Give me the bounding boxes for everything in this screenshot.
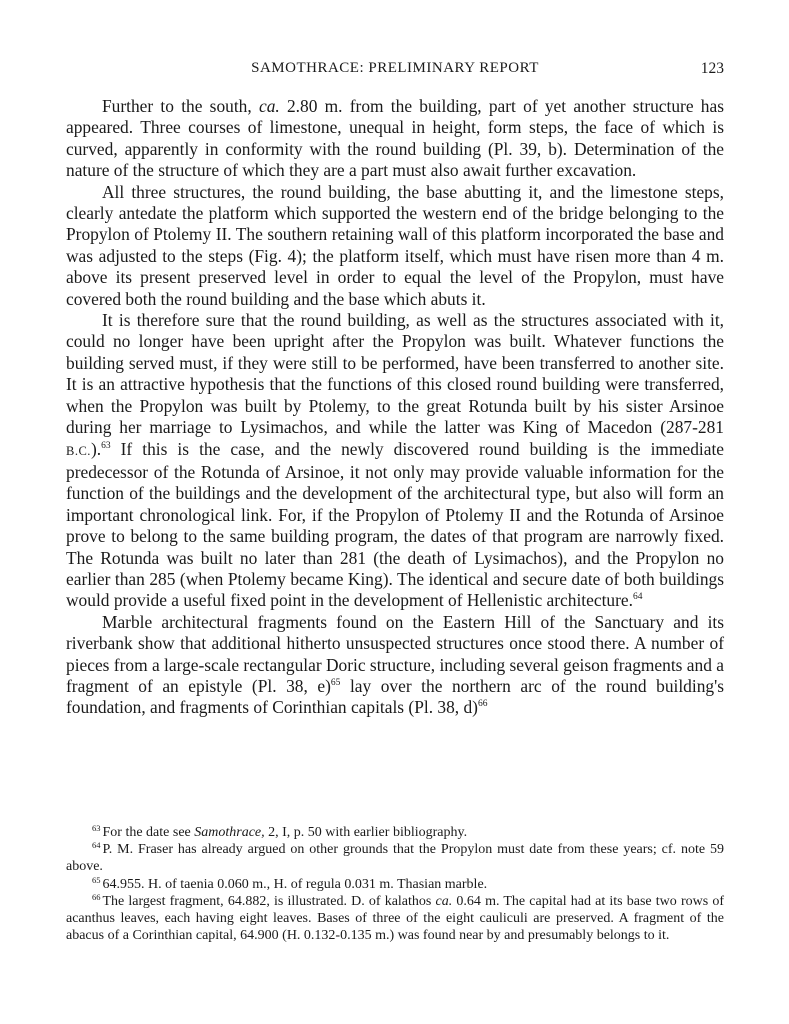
footnote-ref-66[interactable]: 66 — [477, 699, 488, 710]
paragraph-3-text-c: If this is the case, and the newly discovered round building is the immediate predecessor of the Rotunda of Arsinoe, it not only may provide valuable information for the function of the buildings and the development of the architectural type, but also will form an important chronological link. For, if the Propylon of Ptolemy II and the Rotunda of Arsinoe prove to belong to the same building program, the dates of that program are narrowly fixed. The Rotunda was built no later than 281 (the death of Lysimachos), and the Propylon no earlier than 285 (when Ptolemy became King). The identical and secure date of both buildings would provide a useful fixed point in the development of Hellenistic architecture. — [66, 438, 724, 611]
footnote-ref-64[interactable]: 64 — [632, 592, 643, 603]
footnote-63-text-a: For the date see — [102, 825, 195, 840]
footnote-63 — [66, 824, 724, 841]
footnote-66-circa: ca. — [435, 893, 453, 909]
paragraph-1-circa: ca. — [258, 96, 280, 116]
paragraph-3-text-a: It is therefore sure that the round building, as well as the structures associated with it, could no longer have been upright after the Propylon was built. Whatever functions the building served must, if they were still to be performed, have been transferred to another site. It is an attractive hypothesis that the functions of this closed round building were transferred, when the Propylon was built by Ptolemy, to the great Rotunda built by his sister Arsinoe during her marriage to Lysimachos, and while the latter was King of Macedon (287-281 — [66, 310, 724, 438]
paragraph-3 — [66, 310, 724, 612]
footnote-65-text: 64.955. H. of taenia 0.060 m., H. of regula 0.031 m. Thasian marble. — [102, 876, 488, 892]
footnote-64 — [66, 841, 724, 875]
paragraph-1-text-b: 2.80 m. from the building, part of yet another structure has appeared. Three courses of limestone, unequal in height, form steps, the face of which is curved, apparently in conformity with the round building (Pl. 39, b). Determination of the nature of the structure of which they are a part must also await further excavation. — [66, 96, 724, 181]
paragraph-4-text-b: lay over the northern arc of the round building's foundation, and fragments of Corinthian capitals (Pl. 38, d) — [66, 675, 724, 718]
paragraph-3-text-b: ). — [90, 438, 102, 459]
footnote-66-text-b: 0.64 m. The capital had at its base two rows of acanthus leaves, each having eight leaves. Bases of three of the eight cauliculi are preserved. A fragment of the abacus of a Corinthian capital, 64.900 (H. 0.132-0.135 m.) was found near by and presumably belongs to it. — [66, 893, 724, 944]
running-title: SAMOTHRACE: PRELIMINARY REPORT — [251, 60, 539, 76]
footnote-64-number: 64 — [92, 840, 101, 851]
paragraph-3-bc: B.C. — [66, 443, 91, 458]
footnote-63-text-b: 2, I, p. 50 with earlier bibliography. — [264, 825, 468, 840]
paragraph-4 — [66, 612, 724, 719]
paragraph-4-text-a: Marble architectural fragments found on the Eastern Hill of the Sanctuary and its riverbank show that additional hitherto unsuspected structures once stood there. A number of pieces from a large-scale rectangular Doric structure, including several geison fragments and a fragment of an epistyle (Pl. 38, e) — [66, 611, 724, 696]
page-number: 123 — [700, 60, 724, 77]
footnote-64-text: P. M. Fraser has already argued on other grounds that the Propylon must date from these years; cf. note 59 above. — [66, 842, 724, 875]
footnote-66-text-a: The largest fragment, 64.882, is illustrated. D. of kalathos — [102, 893, 436, 909]
footnote-65 — [66, 876, 724, 893]
footnote-63-title: Samothrace, — [194, 825, 265, 840]
footnote-ref-65[interactable]: 65 — [330, 677, 341, 688]
paragraph-1 — [66, 96, 724, 182]
footnote-63-number: 63 — [92, 823, 101, 833]
body-text — [66, 96, 724, 719]
footnote-65-number: 65 — [92, 874, 101, 885]
paragraph-1-text-a: Further to the south, — [102, 96, 259, 116]
footnote-66 — [66, 893, 724, 945]
footnote-66-number: 66 — [92, 891, 101, 902]
footnote-ref-63[interactable]: 63 — [101, 440, 111, 451]
page-header — [66, 60, 724, 82]
footnotes — [66, 824, 724, 944]
paragraph-2: All three structures, the round building, the base abutting it, and the limestone steps, clearly antedate the platform which supported the western end of the bridge belonging to the Propylon of Ptolemy II. The southern retaining wall of this platform incorporated the base and was adjusted to the steps (Fig. 4); the platform itself, which must have risen more than 4 m. above its present preserved level in order to equal the level of the Propylon, must have covered both the round building and the base which abuts it. — [66, 181, 724, 309]
